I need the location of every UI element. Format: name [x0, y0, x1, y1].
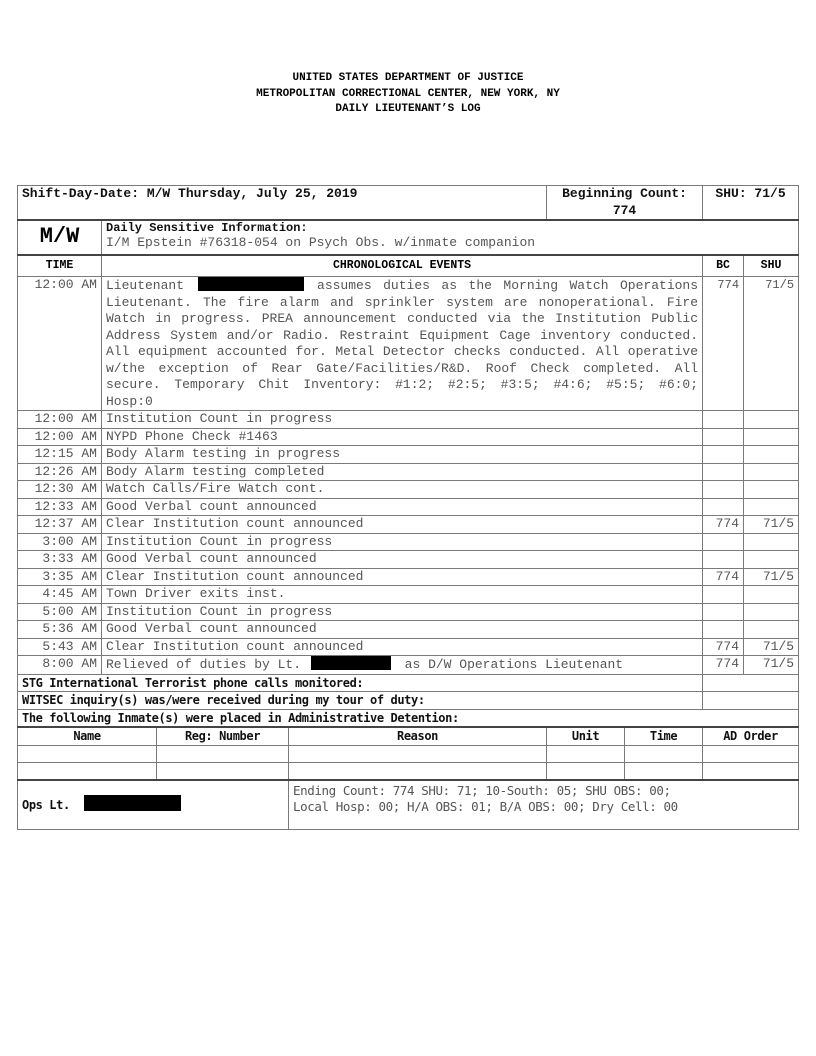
entry-time: 12:33 AM [18, 498, 102, 516]
witsec-label: WITSEC inquiry(s) was/were received during my tour of duty: [18, 692, 703, 710]
entry-shu [744, 463, 799, 481]
entry-time: 12:15 AM [18, 446, 102, 464]
witsec-row [18, 692, 799, 710]
entry-event: NYPD Phone Check #1463 [102, 428, 703, 446]
entry-time: 5:36 AM [18, 621, 102, 639]
entry-bc [703, 498, 744, 516]
entry-bc [703, 621, 744, 639]
entry-time: 12:00 AM [18, 428, 102, 446]
entry-shu: 71/5 [744, 638, 799, 656]
entry-bc [703, 446, 744, 464]
entry-shu [744, 498, 799, 516]
entry-event: Good Verbal count announced [102, 551, 703, 569]
redaction-box [84, 795, 181, 811]
entry-shu [744, 551, 799, 569]
log-entry [18, 411, 799, 429]
entry-event: Institution Count in progress [102, 411, 703, 429]
ending-count-line1: Ending Count: 774 SHU: 71; 10-South: 05; SHU OBS: 00; [293, 782, 671, 798]
entry-event: Clear Institution count announced [102, 516, 703, 534]
ad-cell-name[interactable] [18, 745, 157, 762]
sensitive-info-label: Daily Sensitive Information: [106, 221, 308, 235]
redaction-box [311, 656, 391, 670]
entry-event: Institution Count in progress [102, 603, 703, 621]
ad-cell-time[interactable] [625, 762, 703, 780]
entry-time: 3:00 AM [18, 533, 102, 551]
stg-label: STG International Terrorist phone calls monitored: [18, 674, 703, 692]
col-header-time: TIME [18, 255, 102, 277]
log-entry-last [18, 656, 799, 675]
ad-cell-name[interactable] [18, 762, 157, 780]
ad-label: The following Inmate(s) were placed in Administrative Detention: [18, 709, 799, 727]
header-agency: UNITED STATES DEPARTMENT OF JUSTICE [292, 72, 524, 84]
ad-cell-ad-order[interactable] [703, 762, 799, 780]
ad-cell-unit[interactable] [547, 762, 625, 780]
entry-bc: 774 [703, 516, 744, 534]
entry-bc: 774 [703, 568, 744, 586]
entry-bc [703, 481, 744, 499]
entry-shu: 71/5 [744, 516, 799, 534]
redaction-box [198, 277, 304, 291]
entry-text-after: assumes duties as the Morning Watch Operations Lieutenant. The fire alarm and sprinkler system are nonoperational. Fire Watch in progress. PREA announcement conducted via the Institution Public Address System and/or Radio. Restraint Equipment Cage inventory conducted. All equipment accounted for. Metal Detector checks conducted. All operative w/the exception of Rear Gate/Facilities/R&D. Roof Check completed. All secure. Temporary Chit Inventory: #1:2; #2:5; #3:5; #4:6; #5:5; #6:0; Hosp:0 [106, 278, 699, 409]
sensitive-info-cell [102, 220, 799, 255]
entry-shu [744, 603, 799, 621]
ad-cell-reason[interactable] [289, 745, 547, 762]
ad-cell-reason[interactable] [289, 762, 547, 780]
entry-shu [744, 446, 799, 464]
beginning-count: Beginning Count: 774 [547, 186, 703, 221]
footer-row [18, 780, 799, 830]
ad-col-name: Name [18, 727, 157, 745]
log-entry [18, 463, 799, 481]
entry-event: Town Driver exits inst. [102, 586, 703, 604]
log-entry [18, 498, 799, 516]
entry-bc: 774 [703, 277, 744, 411]
entry-bc [703, 603, 744, 621]
entry-bc [703, 533, 744, 551]
entry-shu: 71/5 [744, 277, 799, 411]
log-entry [18, 533, 799, 551]
entry-time: 12:37 AM [18, 516, 102, 534]
ad-col-reg-number: Reg: Number [157, 727, 289, 745]
entry-event: Clear Institution count announced [102, 568, 703, 586]
col-header-shu: SHU [744, 255, 799, 277]
ad-col-time: Time [625, 727, 703, 745]
col-header-events: CHRONOLOGICAL EVENTS [102, 255, 703, 277]
log-entry-first [18, 277, 799, 411]
entry-bc [703, 411, 744, 429]
log-entry [18, 428, 799, 446]
entry-time: 5:00 AM [18, 603, 102, 621]
sensitive-info-text: I/M Epstein #76318-054 on Psych Obs. w/inmate companion [106, 235, 536, 250]
log-entry [18, 516, 799, 534]
entry-shu [744, 586, 799, 604]
ad-row [18, 762, 799, 780]
entry-event [102, 277, 703, 411]
ending-count-line2: Local Hosp: 00; H/A OBS: 01; B/A OBS: 00; Dry Cell: 00 [293, 799, 678, 814]
entry-event: Watch Calls/Fire Watch cont. [102, 481, 703, 499]
stg-value[interactable] [703, 674, 799, 692]
shift-day-date: Shift-Day-Date: M/W Thursday, July 25, 2019 [18, 186, 547, 221]
entry-shu [744, 481, 799, 499]
log-entry [18, 586, 799, 604]
log-entry [18, 551, 799, 569]
entry-time: 12:00 AM [18, 411, 102, 429]
ad-cell-time[interactable] [625, 745, 703, 762]
log-entry [18, 603, 799, 621]
ad-col-ad-order: AD Order [703, 727, 799, 745]
entry-time: 12:30 AM [18, 481, 102, 499]
entry-time: 8:00 AM [18, 656, 102, 675]
ad-cell-unit[interactable] [547, 745, 625, 762]
entry-shu [744, 621, 799, 639]
col-header-bc: BC [703, 255, 744, 277]
stg-row [18, 674, 799, 692]
entry-event: Body Alarm testing in progress [102, 446, 703, 464]
entry-time: 12:26 AM [18, 463, 102, 481]
entry-text-after: as D/W Operations Lieutenant [404, 657, 624, 672]
ops-lt-signature [18, 780, 289, 830]
entry-text-before: Relieved of duties by Lt. [106, 657, 302, 672]
entry-bc [703, 586, 744, 604]
log-entry [18, 638, 799, 656]
document-header [0, 71, 816, 118]
entry-event: Good Verbal count announced [102, 498, 703, 516]
lieutenant-log-table [17, 185, 799, 830]
shift-code: M/W [18, 220, 102, 255]
entry-bc [703, 463, 744, 481]
ops-lt-label: Ops Lt. [22, 797, 70, 812]
entry-time: 12:00 AM [18, 277, 102, 411]
entry-bc: 774 [703, 638, 744, 656]
ad-header-row [18, 727, 799, 745]
ad-cell-reg-number[interactable] [157, 745, 289, 762]
entry-bc: 774 [703, 656, 744, 675]
summary-row [18, 186, 799, 221]
entry-shu: 71/5 [744, 568, 799, 586]
log-entries [18, 411, 799, 656]
ad-cell-ad-order[interactable] [703, 745, 799, 762]
entry-shu: 71/5 [744, 656, 799, 675]
entry-event: Body Alarm testing completed [102, 463, 703, 481]
entry-bc [703, 428, 744, 446]
entry-shu [744, 533, 799, 551]
ad-col-unit: Unit [547, 727, 625, 745]
ad-col-reason: Reason [289, 727, 547, 745]
entry-shu [744, 428, 799, 446]
log-entry [18, 481, 799, 499]
entry-event [102, 656, 703, 675]
entry-event: Clear Institution count announced [102, 638, 703, 656]
entry-time: 3:35 AM [18, 568, 102, 586]
entry-shu [744, 411, 799, 429]
entry-event: Institution Count in progress [102, 533, 703, 551]
entry-bc [703, 551, 744, 569]
log-entry [18, 568, 799, 586]
ad-row [18, 745, 799, 762]
ad-label-row [18, 709, 799, 727]
entry-time: 3:33 AM [18, 551, 102, 569]
events-header-row [18, 255, 799, 277]
entry-time: 4:45 AM [18, 586, 102, 604]
entry-text-before: Lieutenant [106, 278, 185, 293]
sensitive-info-row [18, 220, 799, 255]
entry-event: Good Verbal count announced [102, 621, 703, 639]
log-entry [18, 446, 799, 464]
beginning-shu: SHU: 71/5 [703, 186, 799, 221]
header-facility: METROPOLITAN CORRECTIONAL CENTER, NEW YORK, NY [256, 87, 560, 100]
ad-cell-reg-number[interactable] [157, 762, 289, 780]
entry-time: 5:43 AM [18, 638, 102, 656]
log-entry [18, 621, 799, 639]
header-log-title: DAILY LIEUTENANT’S LOG [335, 103, 481, 115]
witsec-value[interactable] [703, 692, 799, 710]
ending-count-cell [289, 780, 799, 830]
